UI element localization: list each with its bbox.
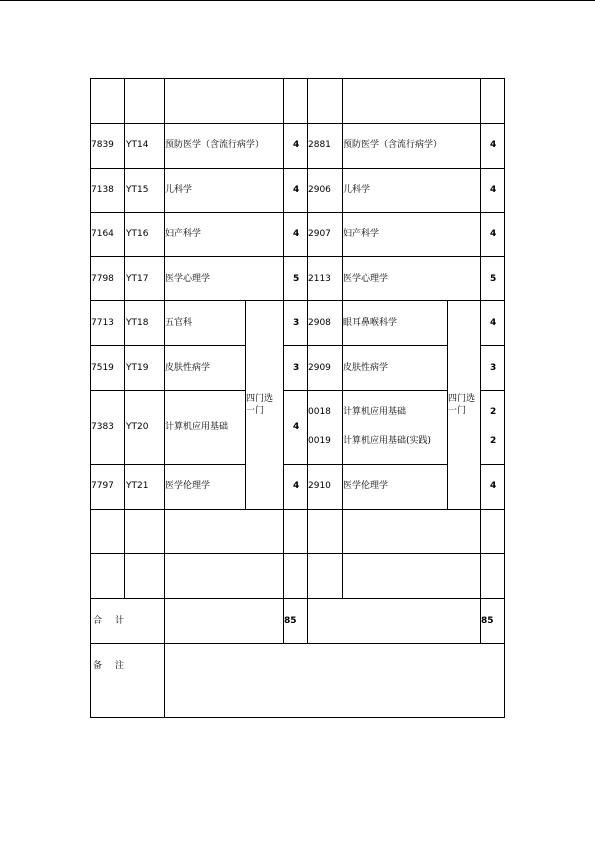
exam-credit: 4 xyxy=(490,318,497,328)
table-rule xyxy=(90,717,505,718)
total-credits-left: 85 xyxy=(284,616,297,626)
exam-credit: 4 xyxy=(490,481,497,491)
course-name: 医学伦理学 xyxy=(165,481,211,491)
course-code: 7138 xyxy=(91,185,114,195)
course-code: 7797 xyxy=(91,481,114,491)
elective-note-right: 四门选一门 xyxy=(448,394,476,416)
exam-code: 2908 xyxy=(308,318,331,328)
course-credit: 3 xyxy=(293,318,300,328)
table-rule xyxy=(164,78,165,718)
table-rule xyxy=(480,345,505,346)
exam-code: 2906 xyxy=(308,185,331,195)
exam-credit: 4 xyxy=(490,185,497,195)
table-rule xyxy=(90,168,505,169)
course-code: 7164 xyxy=(91,229,114,239)
course-id: YT16 xyxy=(126,229,149,239)
exam-code: 0018 xyxy=(308,407,331,417)
course-id: YT15 xyxy=(126,185,149,195)
table-rule xyxy=(90,390,245,391)
exam-code: 0019 xyxy=(308,436,331,446)
exam-code: 2909 xyxy=(308,363,331,373)
exam-course-name: 预防医学（含流行病学） xyxy=(343,140,443,150)
table-rule xyxy=(90,345,245,346)
table-rule xyxy=(90,78,505,79)
course-credit: 4 xyxy=(293,140,300,150)
table-rule xyxy=(90,212,505,213)
course-code: 7519 xyxy=(91,363,114,373)
course-name: 妇产科学 xyxy=(165,229,202,239)
table-rule xyxy=(90,598,505,599)
exam-credit: 3 xyxy=(490,363,497,373)
course-code: 7383 xyxy=(91,422,114,432)
exam-code: 2907 xyxy=(308,229,331,239)
course-name: 儿科学 xyxy=(165,185,193,195)
table-rule xyxy=(504,78,505,718)
exam-course-name: 计算机应用基础 xyxy=(343,407,407,417)
table-rule xyxy=(90,300,505,301)
table-rule xyxy=(90,464,245,465)
page-top-rule xyxy=(0,0,595,1)
course-name: 五官科 xyxy=(165,318,193,328)
course-name: 皮肤性病学 xyxy=(165,363,211,373)
course-credit: 4 xyxy=(293,481,300,491)
table-rule xyxy=(307,78,308,643)
exam-credit: 4 xyxy=(490,229,497,239)
course-credit: 4 xyxy=(293,185,300,195)
course-code: 7713 xyxy=(91,318,114,328)
course-credit: 4 xyxy=(293,229,300,239)
course-code: 7839 xyxy=(91,140,114,150)
exam-credit: 2 xyxy=(490,436,497,446)
table-rule xyxy=(124,78,125,598)
exam-credit: 5 xyxy=(490,274,497,284)
course-id: YT14 xyxy=(126,140,149,150)
table-rule xyxy=(90,643,505,644)
exam-code: 2881 xyxy=(308,140,331,150)
elective-note-left: 四门选一门 xyxy=(246,394,274,416)
table-rule xyxy=(90,256,505,257)
table-rule xyxy=(480,78,481,643)
course-id: YT19 xyxy=(126,363,149,373)
table-rule xyxy=(90,78,91,718)
exam-course-name: 妇产科学 xyxy=(343,229,380,239)
exam-course-name: 医学心理学 xyxy=(343,274,389,284)
exam-course-name: 计算机应用基础(实践) xyxy=(343,436,432,446)
total-credits-right: 85 xyxy=(481,616,494,626)
course-credit: 4 xyxy=(293,422,300,432)
course-id: YT18 xyxy=(126,318,149,328)
table-rule xyxy=(342,78,343,598)
table-rule xyxy=(480,464,505,465)
course-name: 医学心理学 xyxy=(165,274,211,284)
exam-course-name: 眼耳鼻喉科学 xyxy=(343,318,398,328)
exam-credit: 2 xyxy=(490,407,497,417)
exam-course-name: 皮肤性病学 xyxy=(343,363,389,373)
exam-course-name: 儿科学 xyxy=(343,185,371,195)
course-name: 计算机应用基础 xyxy=(165,422,229,432)
course-id: YT21 xyxy=(126,481,149,491)
total-label: 合 计 xyxy=(93,616,127,626)
course-id: YT20 xyxy=(126,422,149,432)
exam-credit: 4 xyxy=(490,140,497,150)
course-credit: 5 xyxy=(293,274,300,284)
table-rule xyxy=(90,509,505,510)
course-code: 7798 xyxy=(91,274,114,284)
table-rule xyxy=(480,390,505,391)
course-credit: 3 xyxy=(293,363,300,373)
exam-code: 2910 xyxy=(308,481,331,491)
course-id: YT17 xyxy=(126,274,149,284)
table-rule xyxy=(90,123,505,124)
course-name: 预防医学（含流行病学） xyxy=(165,140,265,150)
exam-code: 2113 xyxy=(308,274,331,284)
table-rule xyxy=(283,78,284,643)
table-rule xyxy=(90,553,505,554)
exam-course-name: 医学伦理学 xyxy=(343,481,389,491)
remark-label: 备 注 xyxy=(93,661,127,671)
